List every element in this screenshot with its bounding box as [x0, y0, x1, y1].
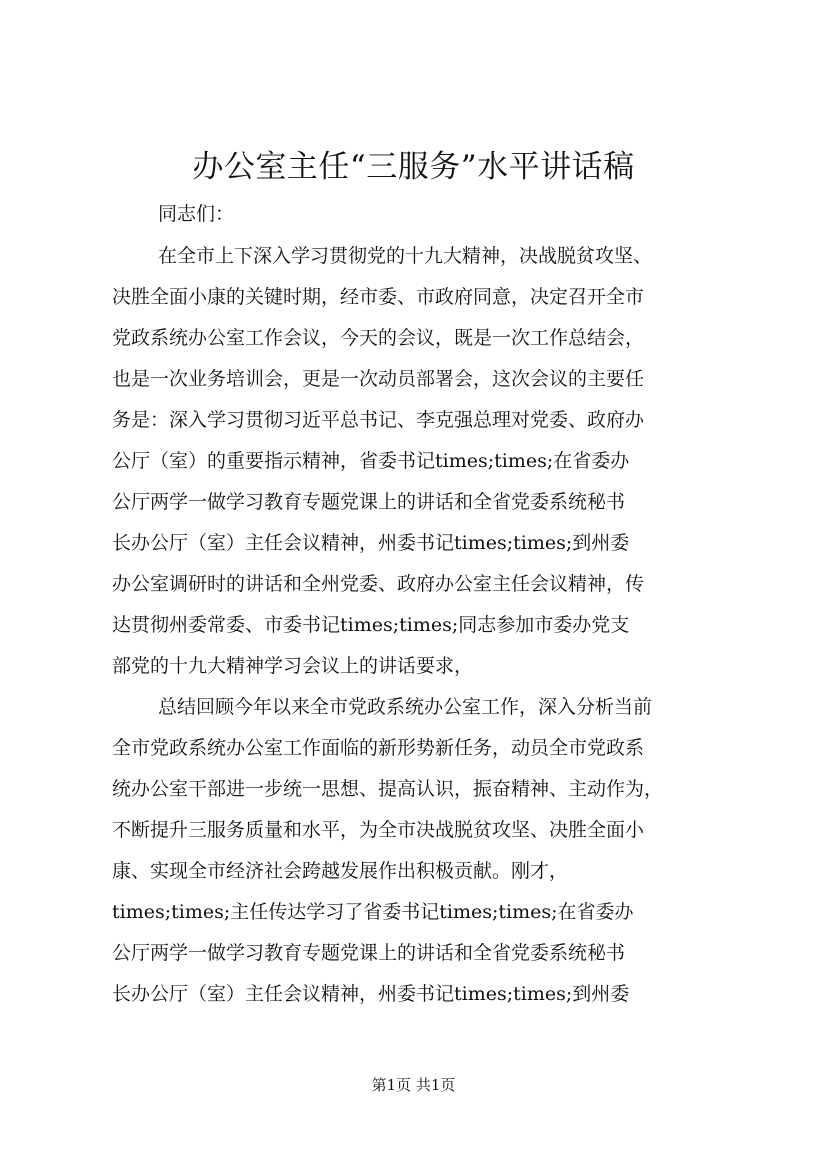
paragraph-line: 党政系统办公室工作会议，今天的会议，既是一次工作总结会，	[112, 327, 645, 349]
salutation: 同志们：	[158, 203, 235, 225]
paragraph-line: times;times;主任传达学习了省委书记times;times;在省委办	[112, 901, 634, 923]
paragraph-line: 康、实现全市经济社会跨越发展作出积极贡献。刚才，	[112, 860, 569, 882]
paragraph-line: 在全市上下深入学习贯彻党的十九大精神，决战脱贫攻坚、	[158, 245, 653, 267]
paragraph-line: 总结回顾今年以来全市党政系统办公室工作，深入分析当前	[158, 696, 653, 718]
paragraph-line: 达贯彻州委常委、市委书记times;times;同志参加市委办党支	[112, 614, 630, 636]
paragraph-line: 公厅两学一做学习教育专题党课上的讲话和全省党委系统秘书	[112, 942, 626, 964]
paragraph-line: 也是一次业务培训会，更是一次动员部署会，这次会议的主要任	[112, 368, 645, 390]
paragraph-line: 长办公厅（室）主任会议精神，州委书记times;times;到州委	[112, 983, 630, 1005]
paragraph-line: 务是：深入学习贯彻习近平总书记、李克强总理对党委、政府办	[112, 409, 645, 431]
paragraph-line: 部党的十九大精神学习会议上的讲话要求，	[112, 655, 474, 677]
document-title: 办公室主任“三服务”水平讲话稿	[192, 149, 635, 185]
paragraph-line: 不断提升三服务质量和水平，为全市决战脱贫攻坚、决胜全面小	[112, 819, 645, 841]
paragraph-line: 统办公室干部进一步统一思想、提高认识，振奋精神、主动作为，	[112, 778, 664, 800]
paragraph-line: 公厅（室）的重要指示精神，省委书记times;times;在省委办	[112, 450, 630, 472]
paragraph-line: 公厅两学一做学习教育专题党课上的讲话和全省党委系统秘书	[112, 491, 626, 513]
page-number-footer: 第1页 共1页	[371, 1076, 456, 1094]
paragraph-line: 办公室调研时的讲话和全州党委、政府办公室主任会议精神，传	[112, 573, 645, 595]
paragraph-line: 全市党政系统办公室工作面临的新形势新任务，动员全市党政系	[112, 737, 645, 759]
paragraph-line: 长办公厅（室）主任会议精神，州委书记times;times;到州委	[112, 532, 630, 554]
paragraph-line: 决胜全面小康的关键时期，经市委、市政府同意，决定召开全市	[112, 286, 645, 308]
